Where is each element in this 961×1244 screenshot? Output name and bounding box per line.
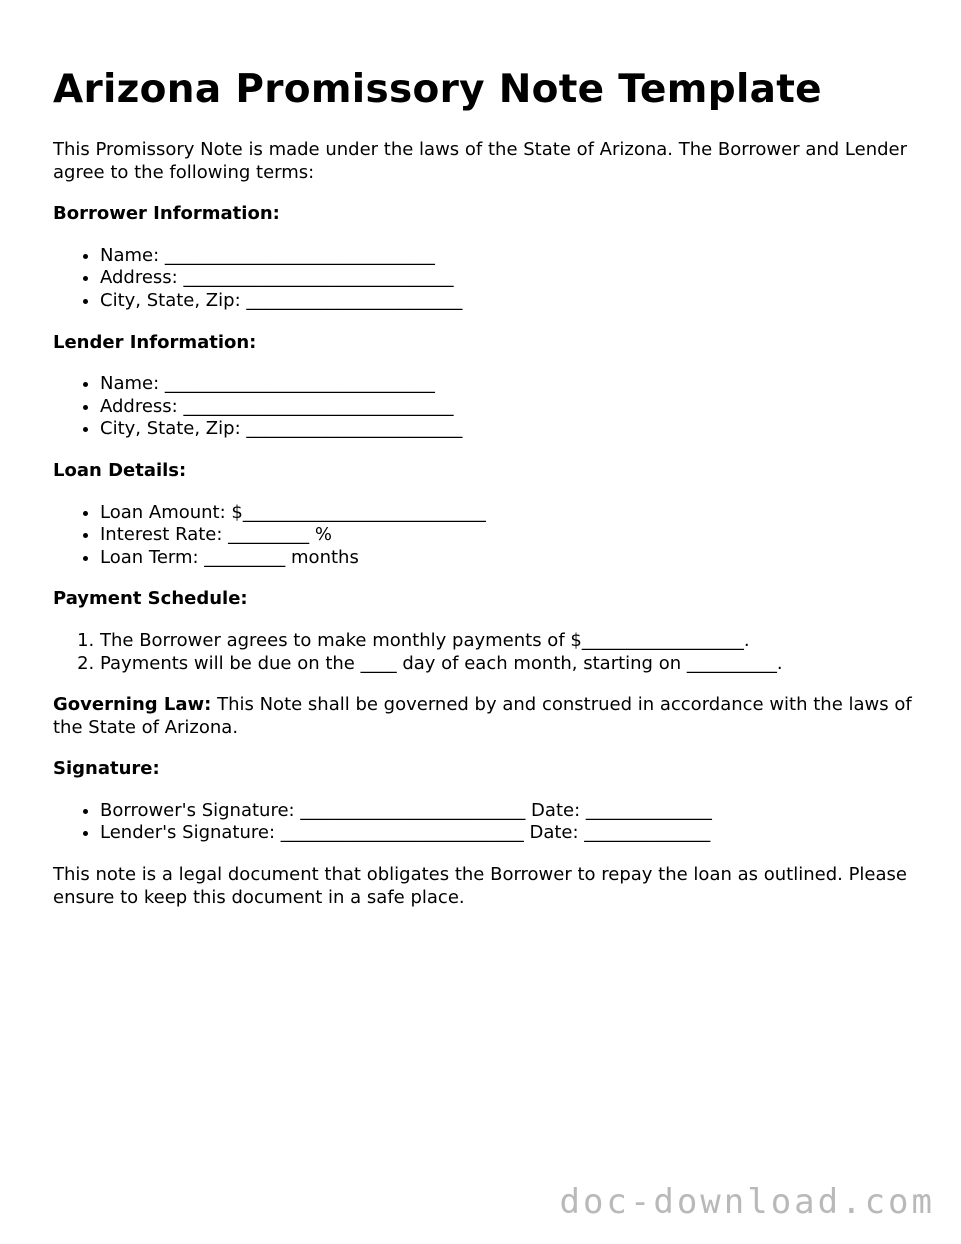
loan-list [53,502,913,570]
document-page [53,64,913,909]
borrower-address-field: • Address: ______________________________ [100,267,913,290]
lender-heading: Lender Information: [53,331,257,353]
borrower-city-field: • City, State, Zip: ________________________ [100,290,913,313]
payment-due-item: 2. Payments will be due on the ____ day of each month, starting on __________. [100,653,913,676]
payment-amount-item: 1. The Borrower agrees to make monthly payments of $__________________. [100,630,913,653]
governing-law-label: Governing Law: [53,694,212,716]
borrower-signature-line: • Borrower's Signature: _________________________ Date: ______________ [100,800,913,823]
loan-term-field: • Loan Term: _________ months [100,547,913,570]
document-title: Arizona Promissory Note Template [53,67,822,112]
borrower-name-field: • Name: ______________________________ [100,245,913,268]
closing-paragraph: This note is a legal document that obligates the Borrower to repay the loan as outlined. Please ensure to keep this document in a safe place. [53,864,907,908]
borrower-heading: Borrower Information: [53,203,280,225]
loan-amount-field: • Loan Amount: $___________________________ [100,502,913,525]
payment-list [53,630,913,675]
lender-signature-line: • Lender's Signature: ___________________________ Date: ______________ [100,822,913,845]
interest-rate-field: • Interest Rate: _________ % [100,524,913,547]
watermark: doc-download.com [559,1182,935,1222]
lender-name-field: • Name: ______________________________ [100,373,913,396]
governing-law-paragraph [53,694,913,739]
intro-paragraph: This Promissory Note is made under the laws of the State of Arizona. The Borrower and Lender agree to the following terms: [53,139,907,183]
signature-heading: Signature: [53,758,160,780]
payment-heading: Payment Schedule: [53,588,248,610]
signature-list [53,800,913,845]
lender-list [53,373,913,441]
lender-address-field: • Address: ______________________________ [100,396,913,419]
loan-heading: Loan Details: [53,459,187,481]
governing-law-text: This Note shall be governed by and construed in accordance with the laws of the State of Arizona. [53,694,912,738]
borrower-list [53,245,913,313]
lender-city-field: • City, State, Zip: ________________________ [100,418,913,441]
